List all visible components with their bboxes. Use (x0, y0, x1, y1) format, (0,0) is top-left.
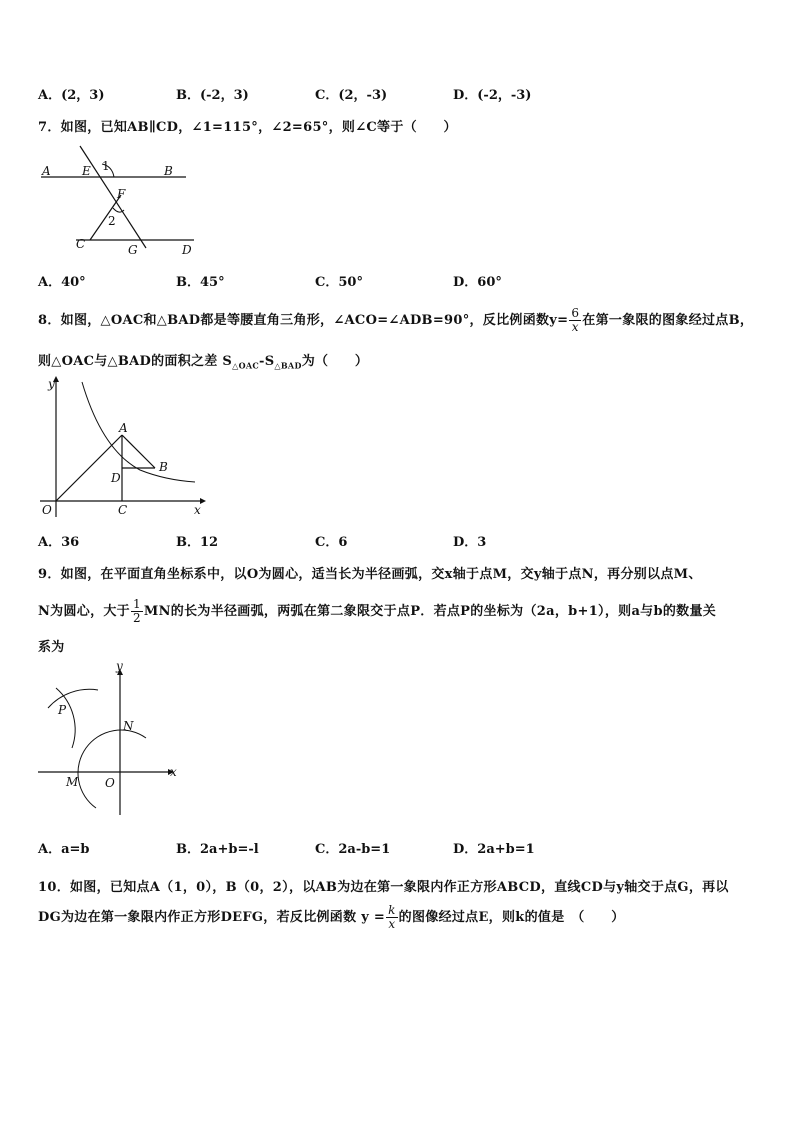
q8-line2-mid: -S (259, 354, 275, 369)
q9-line2-b: MN的长为半径画弧，两弧在第二象限交于点P．若点P的坐标为（2a，b+1），则a与b的数量关 (143, 604, 717, 619)
q9-label-o: O (105, 776, 115, 790)
q7-option-b: B．45° (176, 275, 225, 290)
q8-line2-b: 为（ ） (301, 354, 369, 369)
q9-stem-line1: 9．如图，在平面直角坐标系中，以O为圆心，适当长为半径画弧，交x轴于点M，交y轴于点N，再分别以点M、 (38, 567, 702, 582)
q8-label-x: x (194, 503, 201, 517)
q7-label-f: F (117, 187, 126, 201)
q10-fraction (386, 904, 398, 931)
q8-stem-line1 (38, 307, 753, 334)
q7-option-a: A．40° (38, 275, 86, 290)
q6-option-b: B．(-2，3) (176, 88, 249, 103)
q8-label-c: C (118, 503, 128, 517)
q10-frac-num: k (388, 903, 396, 917)
q9-frac-num: 1 (132, 597, 141, 611)
q7-label-b: B (164, 164, 173, 178)
q7-line-cf (90, 195, 121, 240)
q8-stem-line2 (38, 350, 368, 371)
q8-label-y: y (48, 377, 55, 391)
q8-option-a: A．36 (38, 535, 80, 550)
q10-frac-den: x (388, 917, 396, 931)
q9-option-c: C．2a-b=1 (315, 842, 391, 857)
q8-option-b: B．12 (176, 535, 219, 550)
q9-label-x: x (170, 765, 177, 779)
q8-line2-a: 则△OAC与△BAD的面积之差 S (38, 354, 233, 369)
q7-label-d: D (182, 243, 192, 257)
q8-segment-oa (56, 435, 122, 501)
q9-arc-center-o (78, 730, 146, 808)
q8-option-c: C．6 (315, 535, 348, 550)
q6-option-d: D．(-2，-3) (453, 88, 532, 103)
q7-angle2-arc (113, 208, 124, 212)
q9-label-p: P (58, 703, 67, 717)
q10-line2-b: 的图像经过点E，则k的值是 （ ） (398, 910, 625, 925)
q9-option-d: D．2a+b=1 (453, 842, 535, 857)
q8-frac-den: x (571, 320, 579, 334)
q9-arc-from-m (56, 688, 75, 748)
q9-stem-line2 (38, 598, 716, 625)
q7-label-e: E (82, 164, 91, 178)
q9-option-a: A．a=b (38, 842, 90, 857)
q8-figure (30, 372, 210, 522)
q7-line-eg (80, 146, 146, 248)
q8-frac-num: 6 (571, 306, 580, 320)
q8-label-a: A (119, 421, 128, 435)
q8-sub2: △BAD (274, 360, 302, 371)
q7-label-2: 2 (108, 214, 116, 228)
q7-option-c: C．50° (315, 275, 363, 290)
q6-option-c: C．(2，-3) (315, 88, 388, 103)
q8-stem-b: 在第一象限的图象经过点B， (582, 313, 754, 328)
q7-figure (36, 140, 206, 260)
q10-stem-line2 (38, 904, 625, 931)
q7-stem: 7．如图，已知AB∥CD，∠1=115°，∠2=65°，则∠C等于（ ） (38, 120, 457, 135)
q7-option-d: D．60° (453, 275, 502, 290)
q8-label-d: D (111, 471, 121, 485)
q9-line2-a: N为圆心，大于 (38, 604, 130, 619)
q8-segment-ab (122, 435, 155, 468)
q7-label-g: G (128, 243, 138, 257)
q8-label-b: B (159, 460, 168, 474)
q8-sub1: △OAC (232, 360, 260, 371)
q9-label-n: N (123, 719, 134, 733)
q9-arc-from-n (48, 689, 98, 708)
q9-fraction (131, 598, 143, 625)
q8-option-d: D．3 (453, 535, 487, 550)
q7-label-1: 1 (102, 159, 110, 173)
q9-figure (34, 660, 194, 820)
q10-stem-line1: 10．如图，已知点A（1，0），B（0，2），以AB为边在第一象限内作正方形ABCD，直线CD与y轴交于点G，再以 (38, 880, 729, 895)
q8-hyperbola (82, 382, 195, 482)
q7-label-c: C (76, 237, 86, 251)
q9-frac-den: 2 (132, 611, 141, 625)
q10-line2-a: DG为边在第一象限内作正方形DEFG，若反比例函数 y = (38, 910, 386, 925)
q6-option-a: A．(2，3) (38, 88, 105, 103)
q9-label-y: y (116, 660, 123, 673)
q9-option-b: B．2a+b=-l (176, 842, 259, 857)
q9-stem-line3: 系为 (38, 640, 65, 655)
q8-fraction (569, 307, 581, 334)
q7-label-a: A (42, 164, 51, 178)
q9-label-m: M (66, 775, 79, 789)
q8-label-o: O (42, 503, 52, 517)
q8-stem-a: 8．如图，△OAC和△BAD都是等腰直角三角形，∠ACO=∠ADB=90°，反比例函数y= (38, 313, 569, 328)
